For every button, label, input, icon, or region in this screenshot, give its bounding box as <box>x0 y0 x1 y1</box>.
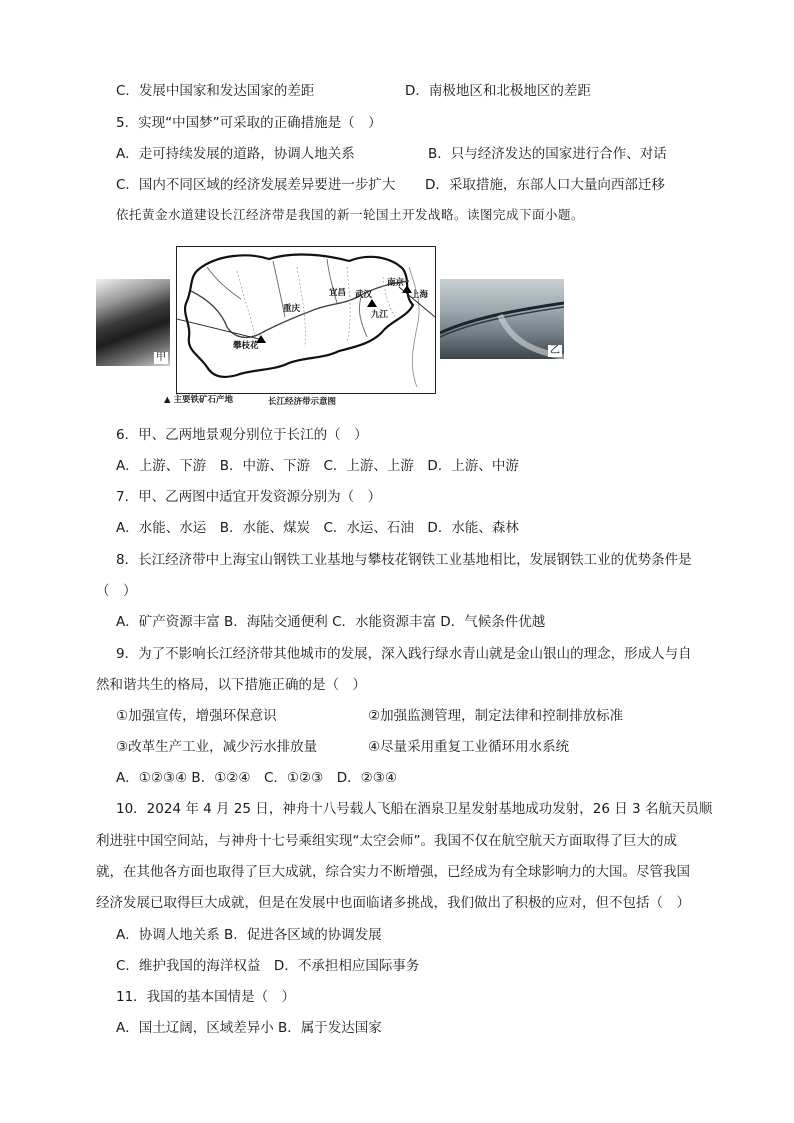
option-line: D．采取措施，东部人口大量向西部迁移 <box>425 177 665 193</box>
photo-jia <box>96 279 170 366</box>
option-line: D．南极地区和北极地区的差距 <box>405 83 591 99</box>
photo-label-jia: 甲 <box>156 352 166 363</box>
question-7: 7．甲、乙两图中适宜开发资源分别为（ ） <box>116 489 382 505</box>
city-yichang: 宜昌 <box>329 288 347 298</box>
figure-intro: 依托黄金水道建设长江经济带是我国的新一轮国土开发战略。读图完成下面小题。 <box>116 207 585 222</box>
iron-ore-marker <box>367 299 377 307</box>
question-8: 8．长江经济带中上海宝山钢铁工业基地与攀枝花钢铁工业基地相比，发展钢铁工业的优势条件是 <box>116 552 692 568</box>
question-11: 11．我国的基本国情是（ ） <box>116 989 296 1005</box>
statement-4: ④尽量采用重复工业循环用水系统 <box>368 739 570 755</box>
river-tributary <box>207 259 367 337</box>
city-panzhihua: 攀枝花 <box>233 341 259 351</box>
city-chongqing: 重庆 <box>283 304 301 314</box>
option-line: B．只与经济发达的国家进行合作、对话 <box>428 146 667 162</box>
option-line: A．国土辽阔，区域差异小 B．属于发达国家 <box>116 1020 382 1036</box>
option-line: C．发展中国家和发达国家的差距 <box>116 83 315 99</box>
city-jiujiang: 九江 <box>371 310 389 320</box>
question-5: 5．实现“中国梦”可采取的正确措施是（ ） <box>116 115 382 131</box>
question-10-cont: 就，在其他各方面也取得了巨大成就，综合实力不断增强，已经成为有全球影响力的大国。尽管我国 <box>96 864 690 880</box>
option-line: A．上游、下游 B．中游、下游 C．上游、上游 D．上游、中游 <box>116 458 519 474</box>
city-wuhan: 武汉 <box>355 290 373 300</box>
coastline <box>409 267 419 387</box>
question-9-cont: 然和谐共生的格局，以下措施正确的是（ ） <box>96 677 366 693</box>
option-line: A．水能、水运 B．水能、煤炭 C．水运、石油 D．水能、森林 <box>116 520 519 536</box>
question-10-cont: 经济发展已取得巨大成就，但是在发展中也面临诸多挑战，我们做出了积极的应对，但不包括（ ） <box>96 895 690 911</box>
question-8-cont: （ ） <box>96 583 137 599</box>
map-svg <box>177 247 435 393</box>
option-line: A．走可持续发展的道路，协调人地关系 <box>116 146 355 162</box>
option-line: A．矿产资源丰富 B．海陆交通便利 C．水能资源丰富 D．气候条件优越 <box>116 614 546 630</box>
map-caption: 长江经济带示意图 <box>268 397 337 407</box>
option-line: C．维护我国的海洋权益 D．不承担相应国际事务 <box>116 958 420 974</box>
option-line: A．协调人地关系 B．促进各区域的协调发展 <box>116 927 382 943</box>
map-legend: ▲ 主要铁矿石产地 <box>164 395 233 405</box>
yangtze-map <box>176 246 436 394</box>
question-6: 6．甲、乙两地景观分别位于长江的（ ） <box>116 427 368 443</box>
question-10-cont: 利进驻中国空间站，与神舟十七号乘组实现“太空会师”。我国不仅在航空航天方面取得了巨大的成 <box>96 833 677 849</box>
city-shanghai: 上海 <box>411 290 429 300</box>
question-10: 10．2024 年 4 月 25 日，神舟十八号载人飞船在酒泉卫星发射基地成功发射，26 日 3 名航天员顺 <box>116 801 713 817</box>
photo-label-yi: 乙 <box>550 345 560 356</box>
question-9: 9．为了不影响长江经济带其他城市的发展，深入践行绿水青山就是金山银山的理念，形成人与自 <box>116 646 692 662</box>
statement-3: ③改革生产工业，减少污水排放量 <box>116 739 318 755</box>
bridge-illustration <box>440 279 564 359</box>
option-line: C．国内不同区域的经济发展差异要进一步扩大 <box>116 177 396 193</box>
option-line: A．①②③④ B．①②④ C．①②③ D．②③④ <box>116 770 397 786</box>
photo-yi <box>440 279 564 359</box>
statement-1: ①加强宣传，增强环保意识 <box>116 708 277 724</box>
city-nanjing: 南京 <box>387 278 405 288</box>
statement-2: ②加强监测管理，制定法律和控制排放标准 <box>368 708 624 724</box>
